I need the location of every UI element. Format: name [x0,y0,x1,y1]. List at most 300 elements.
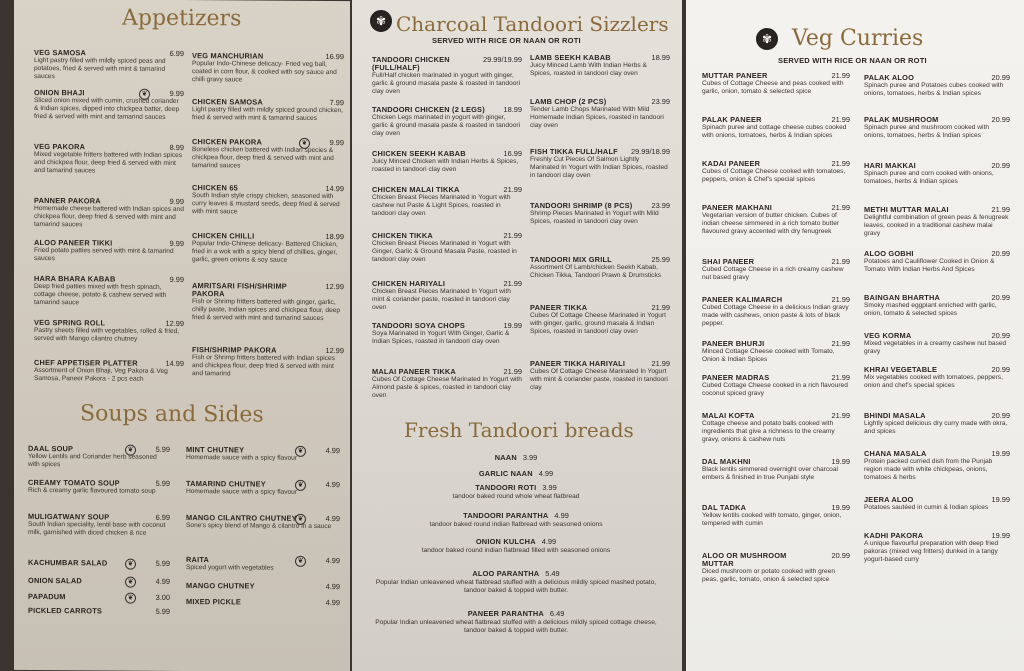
menu-item [702,458,850,482]
item-description: Spiced yogurt with vegetables [186,564,274,572]
appetizers-title: Appetizers [122,5,242,32]
menu-item [186,446,340,463]
item-name: PANEER PARANTHA [467,609,544,618]
menu-item [34,359,184,384]
item-price: 3.00 [155,592,170,602]
item-name: PALAK MUSHROOM [864,115,939,124]
item-price: 19.99 [991,495,1010,504]
item-name: NAAN [494,453,517,462]
item-price: 9.99 [169,196,184,207]
item-name: PANEER TIKKA [530,303,588,312]
item-price: 9.99 [169,238,184,249]
menu-item [530,98,670,130]
item-price: 21.99 [831,295,850,304]
item-name: ALOO OR MUSHROOM MUTTAR [702,551,787,568]
menu-item [186,598,340,607]
item-name: VEG SAMOSA [34,47,87,58]
item-name: TANDOORI MIX GRILL [530,255,612,264]
item-price: 21.99 [831,115,850,124]
item-name: PANEER KALIMARCH [702,295,783,304]
item-description: Shrimp Pieces Marinated in Yogurt with Mild Spices, roasted in tandoori clay oven [530,210,659,225]
item-price: 14.99 [165,358,184,369]
item-name: KACHUMBAR SALAD [28,557,108,568]
menu-item [372,368,522,400]
bread-item [366,484,666,501]
item-name: RAITA [186,555,210,565]
item-description: Deep fried patties mixed with fresh spinach, cottage cheese, potato & cashew served with tamarind sauce [34,282,167,307]
item-name: KADHI PAKORA [864,531,924,540]
item-name: LAMB CHOP (2 PCS) [530,97,607,106]
item-price: 21.99 [831,373,850,382]
item-name: MIXED PICKLE [186,597,241,607]
item-name: CHICKEN CHILLI [192,231,255,241]
menu-item [192,282,344,323]
bread-item [366,454,666,463]
item-description: Fish or Shrimp fritters battered with Indian spices and chickpea flour, deep fried & served with mint and tamarind [192,354,335,378]
bread-item [366,570,666,595]
item-price: 19.99 [991,531,1010,540]
item-description: Minced Cottage Cheese cooked with Tomato, Onion & Indian Spices [702,348,835,363]
item-name: TANDOORI SOYA CHOPS [372,321,466,330]
menu-item [28,577,170,586]
item-description: Juicy Minced Lamb With Indian Herbs & Spices, roasted in tandoori clay oven [530,62,647,77]
item-description: Mixed vegetables in a creamy cashew nut based gravy [864,340,1007,355]
item-description: Black lentils simmered overnight over charcoal embers & finished in true Punjabi style [702,466,838,481]
menu-item [34,197,184,230]
item-name: VEG PAKORA [34,141,86,152]
item-price: 20.99 [991,73,1010,82]
menu-item [702,340,850,364]
item-name: CHICKEN SEEKH KABAB [372,149,466,158]
item-description: Assortment Of Lamb/chicken Seekh Kabab, Chicken Tikka, Tandoori Prawn & Drumsticks [530,264,662,279]
menu-item [864,366,1010,390]
item-price: 20.99 [991,411,1010,420]
item-name: MULIGATWANY SOUP [28,511,110,522]
item-name: FISH/SHRIMP PAKORA [192,345,277,355]
item-name: TANDOORI SHRIMP (8 PCS) [530,201,633,210]
item-price: 21.99 [503,279,522,288]
item-name: FISH TIKKA FULL/HALF [530,147,618,156]
item-description: Protein packed curried dish from the Punjab region made with white chickpeas, onions, tomatoes & herbs [864,458,993,481]
menu-item [864,294,1010,318]
item-price: 4.99 [325,480,340,490]
menu-item [192,184,344,217]
item-price: 4.99 [538,469,554,478]
menu-middle-panel [352,0,682,671]
wheat-logo-icon: ✾ [756,28,778,50]
item-name: ONION BHAJI [34,87,85,98]
menu-item [702,258,850,282]
item-name: CHICKEN HARIYALI [372,279,446,288]
item-name: DAL TADKA [702,503,747,512]
item-price: 12.99 [165,318,184,329]
menu-item [192,346,344,379]
item-description: Popular Indian unleavened wheat flatbread stuffed with a delicious mildly spiced cottage cheese, tandoor baked & topped with butter. [375,619,657,634]
menu-item [28,479,170,496]
item-price: 4.99 [554,511,569,520]
item-name: BAINGAN BHARTHA [864,293,941,302]
item-price: 4.99 [541,537,557,546]
bread-item [366,470,666,479]
leaf-icon: ❦ [295,446,306,457]
item-price: 19.99 [831,457,850,466]
menu-item [864,332,1010,356]
item-description: Popular Indian unleavened wheat flatbread stuffed with a delicious mildly spiced mashed potato, tandoor baked & topped with butter. [375,579,657,594]
menu-item [864,532,1010,564]
item-description: South Indian speciality, lentil base with coconut milk, garnished with diced chicken & rice [28,520,166,537]
item-name: PANNER PAKORA [34,195,101,206]
item-name: ALOO PARANTHA [472,569,540,578]
item-description: tandoor baked round indian flatbread with seasoned onions [429,521,603,528]
item-name: CHICKEN TIKKA [372,231,433,240]
leaf-icon: ❦ [125,577,136,588]
item-price: 4.99 [155,576,170,586]
menu-item [702,160,850,184]
item-price: 6.99 [155,512,170,522]
item-description: Cubes Of Cottage Cheese Marinated in Yogurt with ginger, garlic, ground masala & Indian Spices, roasted in tandoori clay oven [530,312,666,335]
menu-item [702,204,850,236]
item-name: MANGO CILANTRO CHUTNEY [186,513,297,523]
item-description: Diced mushroom or potato cooked with green peas, garlic, tomato, onion & selected spice [702,568,836,583]
item-name: PANEER MADRAS [702,373,770,382]
menu-item [34,275,184,308]
menu-item [192,232,344,265]
item-price: 12.99 [325,346,344,356]
item-description: Smoky mashed eggplant enriched with garlic, onion, tomato & selected spices [864,302,997,317]
item-description: Tender Lamb Chops Marinated With Mild Homemade Indian Spices, roasted in tandoori clay oven [530,106,664,129]
menu-item [372,56,522,96]
item-name: TAMARIND CHUTNEY [186,479,266,489]
item-name: CHICKEN MALAI TIKKA [372,185,460,194]
item-price: 4.99 [325,446,340,456]
item-name: TANDOORI ROTI [475,483,537,492]
item-name: VEG MANCHURIAN [192,51,264,61]
item-price: 9.99 [169,274,184,285]
item-price: 29.99/19.99 [482,55,522,64]
item-name: MINT CHUTNEY [186,445,245,455]
item-price: 20.99 [991,365,1010,374]
tandoori-title: Charcoal Tandoori Sizzlers [396,12,669,36]
menu-item [28,607,170,616]
menu-item [192,138,344,171]
item-name: PANEER MAKHANI [702,203,773,212]
menu-item [530,148,670,180]
item-price: 9.99 [329,138,344,148]
menu-right-panel [686,0,1024,671]
item-price: 25.99 [651,255,670,264]
menu-item [186,514,340,531]
item-description: A unique flavourful preparation with deep fried pakoras (mixed veg fritters) dunked in a tangy yogurt-based curry [864,540,999,563]
item-name: BHINDI MASALA [864,411,926,420]
item-price: 14.99 [325,184,344,194]
item-name: DAAL SOUP [28,443,74,454]
menu-item [28,445,170,470]
item-name: HARI MAKKAI [864,161,916,170]
item-name: TANDOORI CHICKEN (2 LEGS) [372,105,485,114]
item-description: Popular Indo-Chinese delicacy- Battered Chicken, fried in a wok with a spicy blend of chillies, ginger, garlic, green onions & soy sauce [192,240,338,264]
item-description: Homemade sauce with a spicy flavour [186,488,298,496]
item-description: Assortment of Onion Bhaji, Veg Pakora & Veg Samosa, Paneer Pakora - 2 pcs each [34,366,168,383]
item-name: TANDOORI CHICKEN (FULL/HALF) [372,55,450,72]
item-name: KADAI PANEER [702,159,761,168]
menu-item [864,206,1010,238]
item-price: 19.99 [503,321,522,330]
breads-title: Fresh Tandoori breads [404,418,634,442]
item-price: 20.99 [991,293,1010,302]
item-description: Potatoes sautéed in cumin & Indian spices [864,504,989,511]
menu-item [28,593,170,602]
item-price: 5.99 [155,478,170,488]
item-price: 23.99 [651,201,670,210]
item-description: Cubed Cottage Cheese in a delicious Indian gravy made with cashews, onion paste & lots of black pepper. [702,304,849,327]
menu-item [372,150,522,174]
item-description: Homemade sauce with a spicy flavour [186,454,298,462]
item-description: South Indian style crispy chicken, seasoned with curry leaves & mustard seeds, deep fried & served with mint sauce [192,192,340,216]
item-name: GARLIC NAAN [478,469,533,478]
menu-item [34,143,184,176]
item-name: MALAI KOFTA [702,411,755,420]
item-description: Popular Indo-Chinese delicacy- Fried veg ball, coated in corn flour, & cooked with soy sauce and chilli gravy sauce [192,60,337,84]
item-price: 12.99 [325,282,344,292]
item-description: Yellow Lentils and Coriander herb seasoned with spices [28,452,157,469]
item-price: 20.99 [831,551,850,560]
item-price: 3.99 [522,453,538,462]
menu-item [864,162,1010,186]
item-price: 29.99/18.99 [630,147,670,156]
item-description: Boneless chicken battered with Indian species & chickpea flour, deep fried & served with mint and tamarind sauces [192,146,334,170]
item-description: Soya Marinated In Yogurt With Ginger, Garlic & Indian Spices, roasted in tandoori clay oven [372,330,510,345]
item-name: ALOO GOBHI [864,249,914,258]
curries-title: Veg Curries [792,26,924,51]
item-description: Spinach puree and corn cooked with onions, tomatoes, herbs & Indian spices [864,170,994,185]
menu-item [702,552,850,584]
item-price: 20.99 [991,331,1010,340]
item-description: Light pastry filled with mildly spiced ground chicken, fried & served with mint & tamarind sauces [192,106,343,122]
menu-item [530,54,670,78]
item-price: 18.99 [503,105,522,114]
item-name: DAL MAKHNI [702,457,751,466]
item-description: Vegetarian version of butter chicken. Cubes of indian cheese simmered in a rich tomato butter flavoured gravy accented with dry fenugreek [702,212,840,235]
item-price: 20.99 [991,161,1010,170]
item-price: 23.99 [651,97,670,106]
item-name: CHICKEN 65 [192,183,238,193]
leaf-icon: ❦ [295,514,306,525]
item-name: PICKLED CARROTS [28,605,103,616]
menu-item [864,450,1010,482]
item-description: tandoor baked round indian flatbread filled with seasoned onions [421,547,611,554]
item-description: Freshly Cut Pieces Of Salmon Lightly Marinated In Yogurt with Indian Spices, roasted in tandoori clay oven [530,156,668,179]
item-description: tandoor baked round whole wheat flatbread [452,493,580,500]
menu-item [34,319,184,344]
item-name: CHEF APPETISER PLATTER [34,357,138,368]
menu-item [702,296,850,328]
item-price: 20.99 [991,115,1010,124]
item-description: Chicken Breast Pieces Marinated In Yogurt with mint & coriander paste, roasted in tandoori clay oven [372,288,511,311]
bread-item [366,610,666,635]
item-price: 16.99 [503,149,522,158]
menu-item [186,582,340,591]
item-description: Full/Half chicken marinated in yogurt with ginger, garlic & ground masala paste & roasted in tandoori clay oven [372,72,521,95]
item-price: 21.99 [991,205,1010,214]
item-description: Cubes of Cottage Cheese cooked with tomatoes, peppers, onion & Chef's special spices [702,168,846,183]
item-price: 5.99 [155,444,170,454]
item-name: MANGO CHUTNEY [186,581,255,591]
wheat-logo-icon: ✾ [370,10,392,32]
menu-item [372,186,522,218]
item-name: ALOO PANEER TIKKI [34,237,113,248]
tandoori-subtitle: SERVED WITH RICE OR NAAN OR ROTI [432,36,581,45]
item-name: PANEER TIKKA HARIYALI [530,359,626,368]
menu-item [530,360,670,392]
item-description: Cottage cheese and potato balls cooked with ingredients that give a richness to the creamy gravy, onions & cashew nuts [702,420,835,443]
menu-item [28,559,170,568]
leaf-icon: ❦ [299,138,310,149]
item-price: 18.99 [325,232,344,242]
item-name: VEG KORMA [864,331,912,340]
menu-left-panel [14,0,350,671]
menu-item [186,480,340,497]
menu-item [34,89,184,122]
item-name: MALAI PANEER TIKKA [372,367,456,376]
item-description: Cubes Of Cottage Cheese Marinated In Yogurt with mint & coriander paste, roasted in tandoori clay [530,368,668,391]
item-price: 3.99 [542,483,557,492]
item-description: Cubes Of Cottage Cheese Marinated In Yogurt with Almond paste & spices, roasted in tandoori clay oven [372,376,522,399]
leaf-icon: ❦ [139,89,150,100]
menu-item [192,52,344,85]
item-description: Lightly spiced delicious dry curry made with okra, and spices [864,420,1008,435]
menu-item [28,513,170,538]
item-name: SHAI PANEER [702,257,755,266]
item-description: Chicken Legs marinated in yogurt with ginger, garlic & ground masala paste & roasted in tandoori clay oven [372,114,521,137]
item-name: MUTTAR PANEER [702,71,768,80]
item-price: 21.99 [831,203,850,212]
item-price: 5.49 [545,569,560,578]
item-price: 16.99 [325,52,344,62]
item-description: Sliced onion mixed with cumin, crushed coriander & Indian spices, dipped into chickpea batter, deep fried & served with mint and tamarind sauces [34,96,180,121]
menu-item [34,239,184,264]
item-price: 9.99 [169,88,184,99]
item-price: 21.99 [831,411,850,420]
item-name: PALAK PANEER [702,115,762,124]
menu-item [864,412,1010,436]
item-price: 4.99 [325,598,340,608]
item-description: Spinach puree and Potatoes cubes cooked with onions, tomatoes, herbs & Indian spices [864,82,1004,97]
item-name: PALAK ALOO [864,73,915,82]
item-description: Mixed vegetable fritters battered with Indian spices and chickpea flour, deep fried & served with mint and tamarind sauces [34,150,183,175]
item-price: 4.99 [325,556,340,566]
item-price: 18.99 [651,53,670,62]
item-name: CREAMY TOMATO SOUP [28,477,120,488]
item-description: Cubed Cottage Cheese cooked in a rich flavoured coconut spiced gravy [702,382,848,397]
menu-item [864,250,1010,274]
menu-item [864,74,1010,98]
bread-item [366,512,666,529]
item-price: 4.99 [325,582,340,592]
item-name: CHICKEN SAMOSA [192,97,263,107]
menu-item [530,202,670,226]
item-price: 21.99 [831,71,850,80]
item-description: Sone's spicy blend of Mango & cilantro in a sauce [186,522,332,531]
bread-item [366,538,666,555]
item-price: 8.99 [169,142,184,153]
item-name: KHRAI VEGETABLE [864,365,938,374]
item-description: Cubed Cottage Cheese in a rich creamy cashew nut based gravy [702,266,844,281]
item-name: AMRITSARI FISH/SHRIMP PAKORA [192,281,287,299]
leaf-icon: ❦ [125,445,136,456]
item-description: Rich & creamy garlic flavoured tomato soup [28,486,156,495]
item-description: Cubes of Cottage Cheese and peas cooked with garlic, onion, tomato & selected spice [702,80,844,95]
menu-item [530,304,670,336]
item-price: 6.49 [549,609,565,618]
menu-item [864,116,1010,140]
item-description: Fish or Shrimp fritters battered with ginger, garlic, chilly paste, Indian spices and chickpea flour, deep fried & served with mint and tamarind sauces [192,298,341,322]
menu-item [372,232,522,264]
leaf-icon: ❦ [125,559,136,570]
item-description: Spinach puree and cottage cheese cubes cooked with onions, tomatoes, herbs & Indian spices [702,124,847,139]
menu-item [702,504,850,528]
leaf-icon: ❦ [295,556,306,567]
item-description: Homemade cheese battered with Indian spices and chickpea flour, deep fried & served with mint and tamarind sauces [34,204,184,229]
item-price: 7.99 [329,98,344,108]
item-description: Chicken Breast Pieces Marinated in Yogurt with Ginger, Garlic & Ground Masala Paste, roasted in tandoori clay oven [372,240,517,263]
leaf-icon: ❦ [295,480,306,491]
leaf-icon: ❦ [125,593,136,604]
item-price: 21.99 [831,257,850,266]
item-price: 19.99 [991,449,1010,458]
menu-item [192,98,344,123]
item-description: Mix vegetables cooked with tomatoes, peppers, onion and chef's special spices [864,374,1003,389]
item-description: Light pastry filled with mildly spiced peas and potatoes, fried & served with mint & tamarind sauces [34,56,166,81]
item-name: LAMB SEEKH KABAB [530,53,611,62]
item-price: 19.99 [831,503,850,512]
item-name: PAPADUM [28,591,66,602]
item-description: Yellow lentils cooked with tomato, ginger, onion, tempered with cumin [702,512,842,527]
item-price: 21.99 [831,339,850,348]
menu-item [186,556,340,573]
item-name: TANDOORI PARANTHA [463,511,549,520]
item-name: CHICKEN PAKORA [192,137,263,147]
item-name: METHI MUTTAR MALAI [864,205,949,214]
menu-item [372,280,522,312]
item-description: Fried potato patties served with mint & tamarind sauces [34,246,174,263]
item-description: Juicy Minced Chicken with Indian Herbs & Spices, roasted in tandoori clay oven [372,158,519,173]
item-price: 21.99 [503,367,522,376]
item-name: ONION KULCHA [475,537,536,546]
item-price: 21.99 [651,359,670,368]
menu-item [372,106,522,138]
menu-item [34,49,184,82]
item-price: 4.99 [325,514,340,524]
item-name: VEG SPRING ROLL [34,317,106,328]
item-price: 6.99 [169,48,184,59]
menu-item [702,72,850,96]
item-name: HARA BHARA KABAB [34,273,116,284]
menu-item [702,116,850,140]
menu-item [530,256,670,280]
item-price: 21.99 [831,159,850,168]
menu-item [702,412,850,444]
menu-item [702,374,850,398]
item-name: CHANA MASALA [864,449,927,458]
item-name: PANEER BHURJI [702,339,765,348]
menu-item [372,322,522,346]
item-description: Delightful combination of green peas & fenugreek leaves, cooked in a traditional cashew malai gravy [864,214,1009,237]
item-price: 21.99 [651,303,670,312]
item-price: 5.99 [155,558,170,568]
item-name: ONION SALAD [28,575,82,586]
item-description: Pastry sheets filled with vegetables, rolled & fried, served with Mango cilantro chutney [34,326,180,343]
menu-item [864,496,1010,512]
